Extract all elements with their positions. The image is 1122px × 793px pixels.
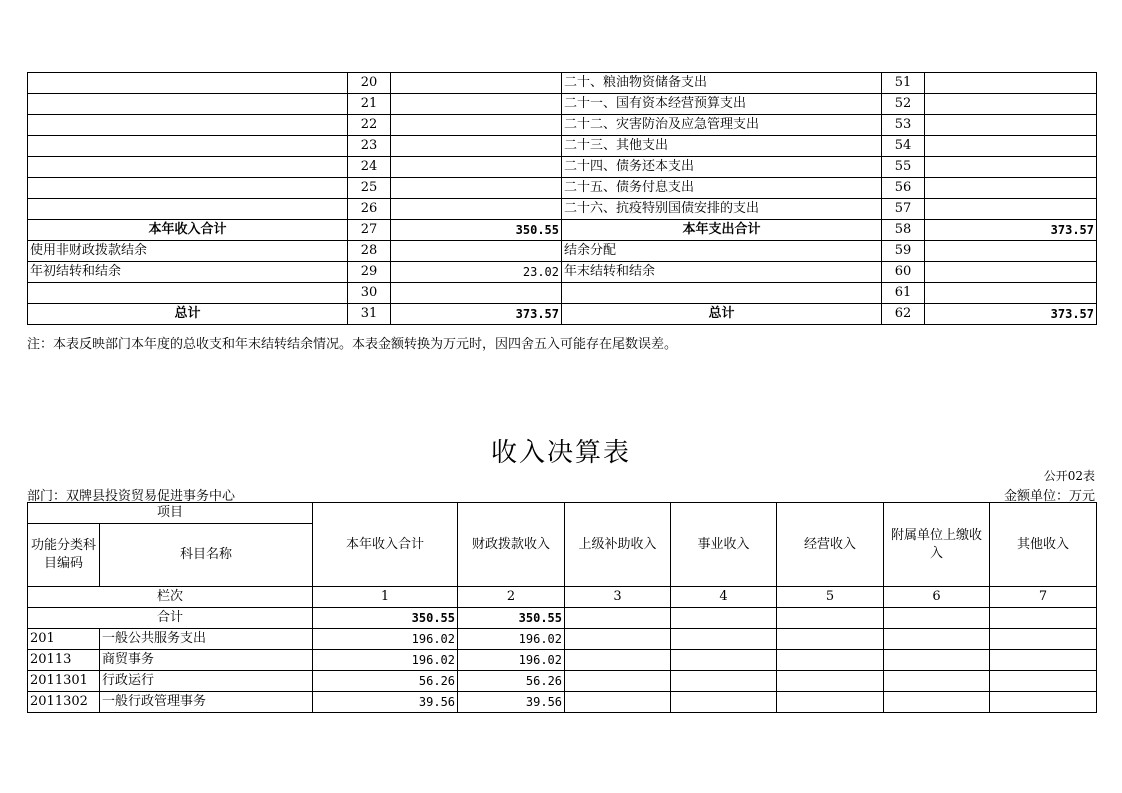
expenditure-value xyxy=(925,94,1097,115)
income-row-number: 31 xyxy=(348,304,391,325)
subject-code: 20113 xyxy=(28,650,100,671)
column-number: 4 xyxy=(671,587,777,608)
expenditure-row-number: 53 xyxy=(882,115,925,136)
income-grand-total-value: 373.57 xyxy=(391,304,562,325)
income-total-row xyxy=(28,220,1097,241)
expenditure-row-number: 54 xyxy=(882,136,925,157)
empty-cell xyxy=(565,692,671,713)
total-income-value: 196.02 xyxy=(313,629,458,650)
table-row xyxy=(28,262,1097,283)
income-row-number: 21 xyxy=(348,94,391,115)
income-row-number: 22 xyxy=(348,115,391,136)
expenditure-value xyxy=(925,241,1097,262)
table-row xyxy=(28,136,1097,157)
expenditure-item-label: 二十五、债务付息支出 xyxy=(562,178,882,199)
expenditure-item-label: 年末结转和结余 xyxy=(562,262,882,283)
expenditure-row-number: 61 xyxy=(882,283,925,304)
table-code: 公开02表 xyxy=(1043,469,1095,483)
table-row xyxy=(28,115,1097,136)
other-income-header: 其他收入 xyxy=(990,503,1097,587)
total-income-value: 39.56 xyxy=(313,692,458,713)
empty-cell xyxy=(565,608,671,629)
empty-cell xyxy=(565,629,671,650)
table-note: 注：本表反映部门本年度的总收支和年末结转结余情况。本表金额转换为万元时，因四舍五入可能存在尾数误差。 xyxy=(27,337,678,352)
income-value xyxy=(391,115,562,136)
table-row xyxy=(28,692,1097,713)
column-label: 栏次 xyxy=(28,587,313,608)
empty-cell xyxy=(777,608,884,629)
empty-cell xyxy=(990,608,1097,629)
expenditure-total-value: 373.57 xyxy=(925,220,1097,241)
total-income-value: 56.26 xyxy=(313,671,458,692)
expenditure-grand-total-label: 总计 xyxy=(562,304,882,325)
income-value xyxy=(391,157,562,178)
column-number: 2 xyxy=(458,587,565,608)
expenditure-item-label: 二十四、债务还本支出 xyxy=(562,157,882,178)
income-value xyxy=(391,136,562,157)
empty-cell xyxy=(990,629,1097,650)
expenditure-value xyxy=(925,199,1097,220)
income-row-number: 26 xyxy=(348,199,391,220)
income-row-number: 20 xyxy=(348,73,391,94)
income-item-label xyxy=(28,178,348,199)
empty-cell xyxy=(565,671,671,692)
total-label: 合计 xyxy=(28,608,313,629)
page-title: 收入决算表 xyxy=(490,438,631,468)
income-value xyxy=(391,283,562,304)
empty-cell xyxy=(884,608,990,629)
empty-cell xyxy=(884,671,990,692)
income-statement-table xyxy=(27,502,1097,713)
income-item-label xyxy=(28,199,348,220)
empty-cell xyxy=(565,650,671,671)
expenditure-row-number: 51 xyxy=(882,73,925,94)
subject-name: 一般公共服务支出 xyxy=(100,629,313,650)
grand-total-row xyxy=(28,304,1097,325)
operating-income-header: 经营收入 xyxy=(777,503,884,587)
total-row xyxy=(28,608,1097,629)
column-number-row xyxy=(28,587,1097,608)
fiscal-income-value: 196.02 xyxy=(458,629,565,650)
expenditure-value xyxy=(925,262,1097,283)
income-item-label: 使用非财政拨款结余 xyxy=(28,241,348,262)
table-row xyxy=(28,73,1097,94)
income-row-number: 30 xyxy=(348,283,391,304)
expenditure-value xyxy=(925,283,1097,304)
empty-cell xyxy=(671,671,777,692)
income-total-value: 350.55 xyxy=(391,220,562,241)
superior-subsidy-header: 上级补助收入 xyxy=(565,503,671,587)
expenditure-item-label: 二十二、灾害防治及应急管理支出 xyxy=(562,115,882,136)
income-value: 23.02 xyxy=(391,262,562,283)
expenditure-value xyxy=(925,178,1097,199)
empty-cell xyxy=(671,608,777,629)
affiliated-unit-header: 附属单位上缴收入 xyxy=(884,503,990,587)
expenditure-row-number: 57 xyxy=(882,199,925,220)
expenditure-row-number: 52 xyxy=(882,94,925,115)
expenditure-row-number: 56 xyxy=(882,178,925,199)
column-number: 3 xyxy=(565,587,671,608)
income-item-label xyxy=(28,115,348,136)
income-row-number: 28 xyxy=(348,241,391,262)
table-row xyxy=(28,94,1097,115)
table-row xyxy=(28,671,1097,692)
table-row xyxy=(28,241,1097,262)
department-label: 部门：双牌县投资贸易促进事务中心 xyxy=(27,489,236,504)
income-item-label xyxy=(28,94,348,115)
expenditure-value xyxy=(925,157,1097,178)
expenditure-value xyxy=(925,136,1097,157)
income-item-label xyxy=(28,283,348,304)
income-item-label xyxy=(28,136,348,157)
empty-cell xyxy=(884,629,990,650)
income-row-number: 29 xyxy=(348,262,391,283)
column-number: 1 xyxy=(313,587,458,608)
table-row xyxy=(28,283,1097,304)
income-row-number: 24 xyxy=(348,157,391,178)
expenditure-row-number: 55 xyxy=(882,157,925,178)
empty-cell xyxy=(777,629,884,650)
header-row xyxy=(28,503,1097,524)
subject-name: 行政运行 xyxy=(100,671,313,692)
income-row-number: 25 xyxy=(348,178,391,199)
total-income-value: 196.02 xyxy=(313,650,458,671)
table-row xyxy=(28,650,1097,671)
business-income-header: 事业收入 xyxy=(671,503,777,587)
income-expenditure-summary-table xyxy=(27,72,1097,325)
empty-cell xyxy=(777,692,884,713)
income-item-label xyxy=(28,157,348,178)
column-number: 5 xyxy=(777,587,884,608)
income-total-label: 本年收入合计 xyxy=(28,220,348,241)
fiscal-income-value: 56.26 xyxy=(458,671,565,692)
expenditure-row-number: 59 xyxy=(882,241,925,262)
expenditure-item-label: 结余分配 xyxy=(562,241,882,262)
expenditure-row-number: 58 xyxy=(882,220,925,241)
table-row xyxy=(28,629,1097,650)
income-row-number: 27 xyxy=(348,220,391,241)
subject-name: 一般行政管理事务 xyxy=(100,692,313,713)
expenditure-row-number: 60 xyxy=(882,262,925,283)
subject-code: 201 xyxy=(28,629,100,650)
empty-cell xyxy=(884,650,990,671)
fiscal-income-value: 39.56 xyxy=(458,692,565,713)
total-income-value: 350.55 xyxy=(313,608,458,629)
column-number: 6 xyxy=(884,587,990,608)
subject-code: 2011301 xyxy=(28,671,100,692)
expenditure-item-label: 二十三、其他支出 xyxy=(562,136,882,157)
expenditure-item-label xyxy=(562,283,882,304)
expenditure-total-label: 本年支出合计 xyxy=(562,220,882,241)
income-grand-total-label: 总计 xyxy=(28,304,348,325)
subject-code: 2011302 xyxy=(28,692,100,713)
empty-cell xyxy=(990,650,1097,671)
subject-name: 商贸事务 xyxy=(100,650,313,671)
fiscal-income-header: 财政拨款收入 xyxy=(458,503,565,587)
income-value xyxy=(391,73,562,94)
income-row-number: 23 xyxy=(348,136,391,157)
column-number: 7 xyxy=(990,587,1097,608)
fiscal-income-value: 350.55 xyxy=(458,608,565,629)
expenditure-row-number: 62 xyxy=(882,304,925,325)
expenditure-item-label: 二十六、抗疫特别国债安排的支出 xyxy=(562,199,882,220)
total-income-header: 本年收入合计 xyxy=(313,503,458,587)
income-value xyxy=(391,178,562,199)
table-row xyxy=(28,199,1097,220)
empty-cell xyxy=(671,650,777,671)
income-value xyxy=(391,241,562,262)
empty-cell xyxy=(990,692,1097,713)
table-row xyxy=(28,157,1097,178)
expenditure-grand-total-value: 373.57 xyxy=(925,304,1097,325)
empty-cell xyxy=(671,692,777,713)
empty-cell xyxy=(884,692,990,713)
income-item-label: 年初结转和结余 xyxy=(28,262,348,283)
income-value xyxy=(391,199,562,220)
expenditure-value xyxy=(925,115,1097,136)
empty-cell xyxy=(777,650,884,671)
expenditure-value xyxy=(925,73,1097,94)
function-code-header: 功能分类科目编码 xyxy=(28,524,100,587)
fiscal-income-value: 196.02 xyxy=(458,650,565,671)
subject-name-header: 科目名称 xyxy=(100,524,313,587)
income-item-label xyxy=(28,73,348,94)
unit-label: 金额单位：万元 xyxy=(1003,489,1095,504)
expenditure-item-label: 二十、粮油物资储备支出 xyxy=(562,73,882,94)
table-row xyxy=(28,178,1097,199)
income-value xyxy=(391,94,562,115)
item-header: 项目 xyxy=(28,503,313,524)
expenditure-item-label: 二十一、国有资本经营预算支出 xyxy=(562,94,882,115)
empty-cell xyxy=(990,671,1097,692)
empty-cell xyxy=(777,671,884,692)
empty-cell xyxy=(671,629,777,650)
